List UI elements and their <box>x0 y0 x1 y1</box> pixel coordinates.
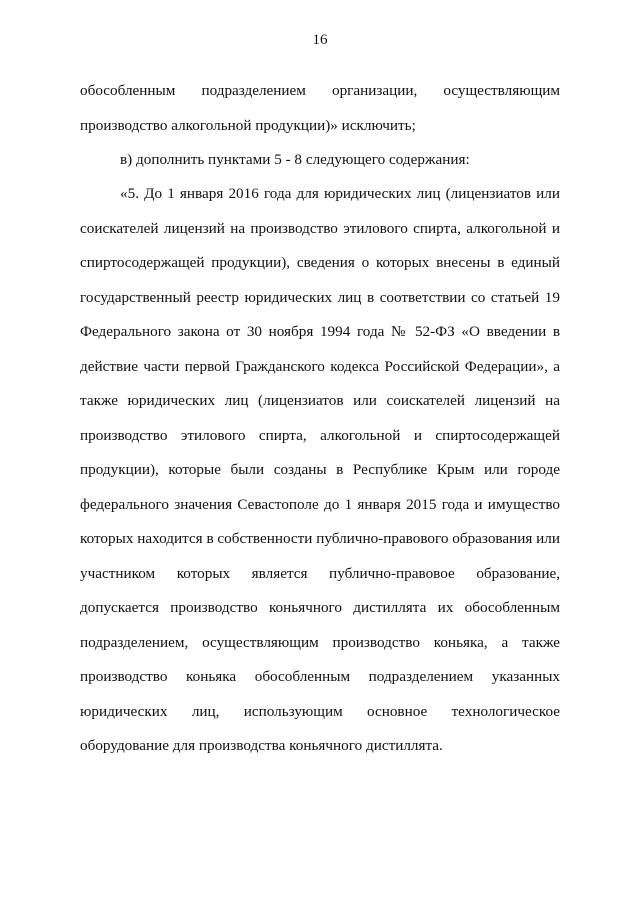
paragraph-continuation <box>80 74 560 143</box>
paragraph-2: в) дополнить пунктами 5 - 8 следующего содержания: <box>120 151 470 168</box>
paragraph-3: «5. До 1 января 2016 года для юридических лиц (лицензиатов или соискателей лицензий на производство этилового спирта, алкогольной и спиртосодержащей продукции), сведения о которых внесены в единый государственный реестр юридических лиц в соответствии со статьей 19 Федерального закона от 30 ноября 1994 года № 52-ФЗ «О введении в действие части первой Гражданского кодекса Российской Федерации», а также юридических лиц (лицензиатов или соискателей лицензий на производство этилового спирта, алкогольной и спиртосодержащей продукции), которые были созданы в Республике Крым или городе федерального значения Севастополе до 1 января 2015 года и имущество которых находится в собственности публично-правового образования или участником которых является публично-правовое образование, допускается производство коньячного дистиллята их обособленным подразделением, осуществляющим производство коньяка, а также производство коньяка обособленным подразделением указанных юридических лиц, использующим основное технологическое оборудование для производства коньячного дистиллята. <box>80 185 560 754</box>
paragraph-amendment-item <box>80 143 560 178</box>
page-number: 16 <box>312 32 328 48</box>
paragraph-1: обособленным подразделением организации, осуществляющим производство алкогольной продукции)» исключить; <box>80 82 560 134</box>
paragraph-clause-5 <box>80 177 560 764</box>
